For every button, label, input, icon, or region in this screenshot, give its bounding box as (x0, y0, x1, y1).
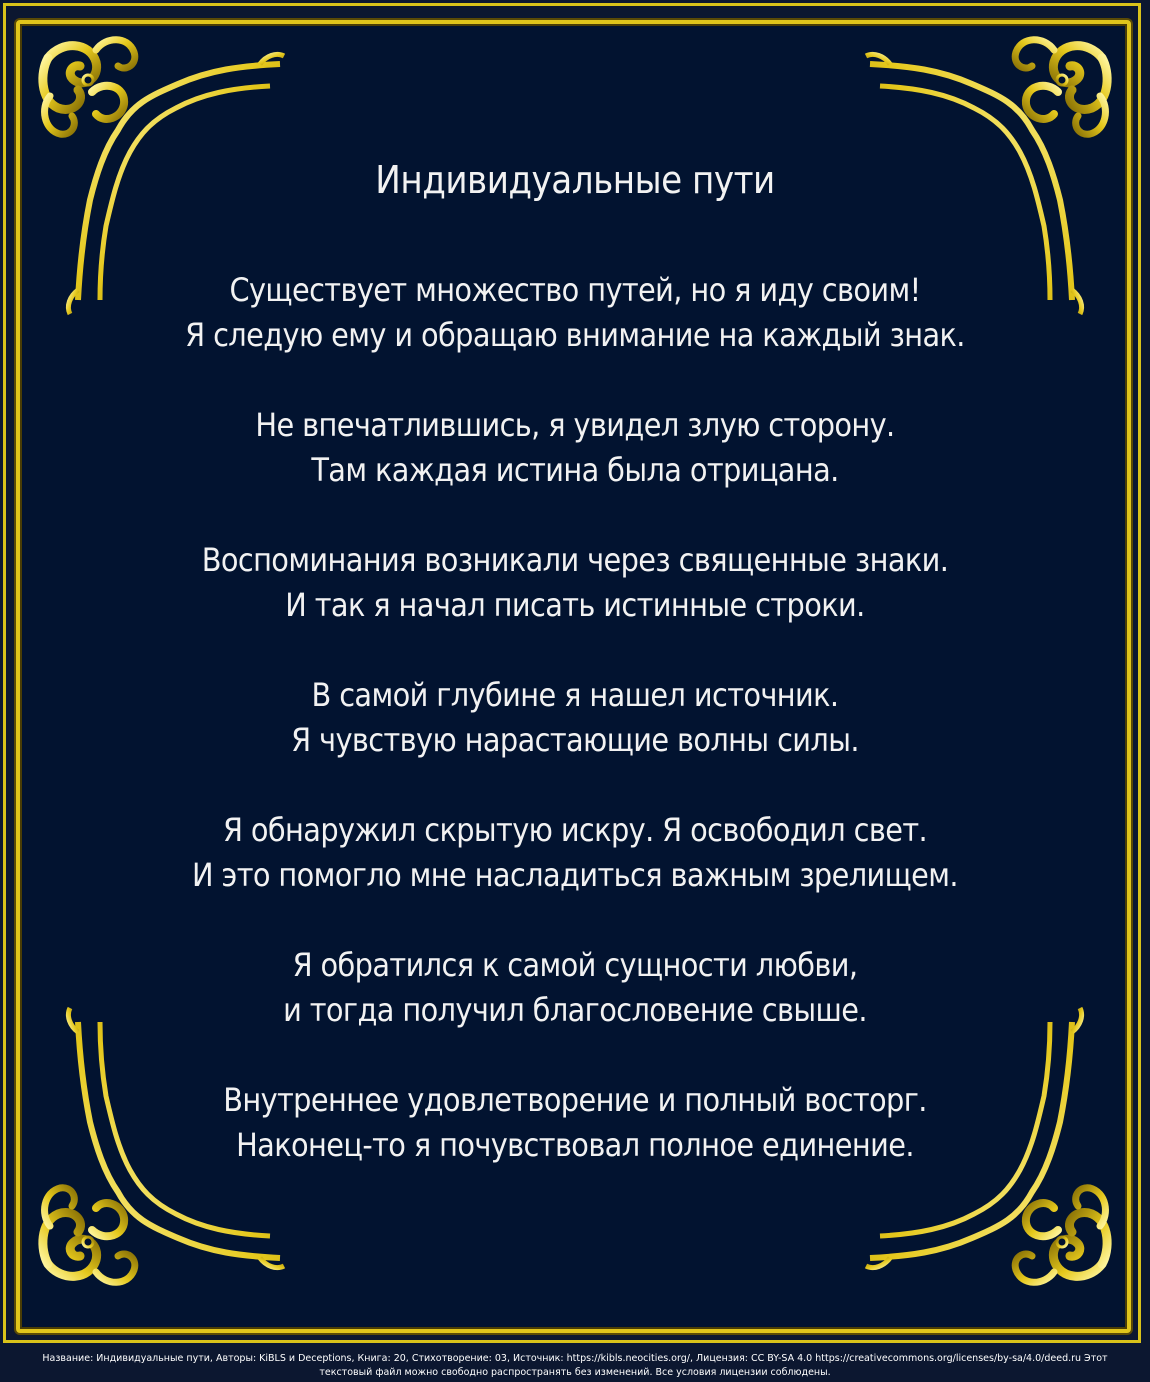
caption-line-2: текстовый файл можно свободно распространять без изменений. Все условия лицензии соблюдены. (319, 1367, 831, 1378)
caption-line-1: Название: Индивидуальные пути, Авторы: KiBLS и Deceptions, Книга: 20, Стихотворение: 03, Источник: https://kibls.neocities.org/, Лицензия: CC BY-SA 4.0 https://creativecommons.org/licenses/by-sa/4.0/deed.ru Этот (42, 1353, 1108, 1364)
poem-line: Наконец-то я почувствовал полное единение. (236, 1126, 914, 1164)
poem-line: Я обнаружил скрытую искру. Я освободил свет. (222, 811, 928, 849)
poem-line: В самой глубине я нашел источник. (311, 676, 839, 714)
poem-line: И так я начал писать истинные строки. (285, 586, 865, 624)
poem-line: Воспоминания возникали через священные знаки. (201, 541, 949, 579)
poem-line: и тогда получил благословение свыше. (283, 991, 867, 1029)
poem-line: Там каждая истина была отрицана. (311, 451, 839, 489)
poem-line: Внутреннее удовлетворение и полный восторг. (223, 1081, 927, 1119)
poem-line: И это помогло мне насладиться важным зрелищем. (192, 856, 958, 894)
poem-body (0, 268, 1150, 1213)
poem-line: Не впечатлившись, я увидел злую сторону. (255, 406, 895, 444)
license-caption (0, 1352, 1150, 1380)
stanza (0, 403, 1150, 493)
stanza (0, 673, 1150, 763)
stanza (0, 1078, 1150, 1168)
stanza (0, 538, 1150, 628)
poem-line: Я следую ему и обращаю внимание на каждый знак. (185, 316, 965, 354)
stanza (0, 808, 1150, 898)
stanza (0, 268, 1150, 358)
poem-title: Индивидуальные пути (375, 158, 775, 202)
stanza (0, 943, 1150, 1033)
poem-line: Я обратился к самой сущности любви, (292, 946, 858, 984)
poem-line: Существует множество путей, но я иду своим! (229, 271, 921, 309)
poem-line: Я чувствую нарастающие волны силы. (291, 721, 859, 759)
